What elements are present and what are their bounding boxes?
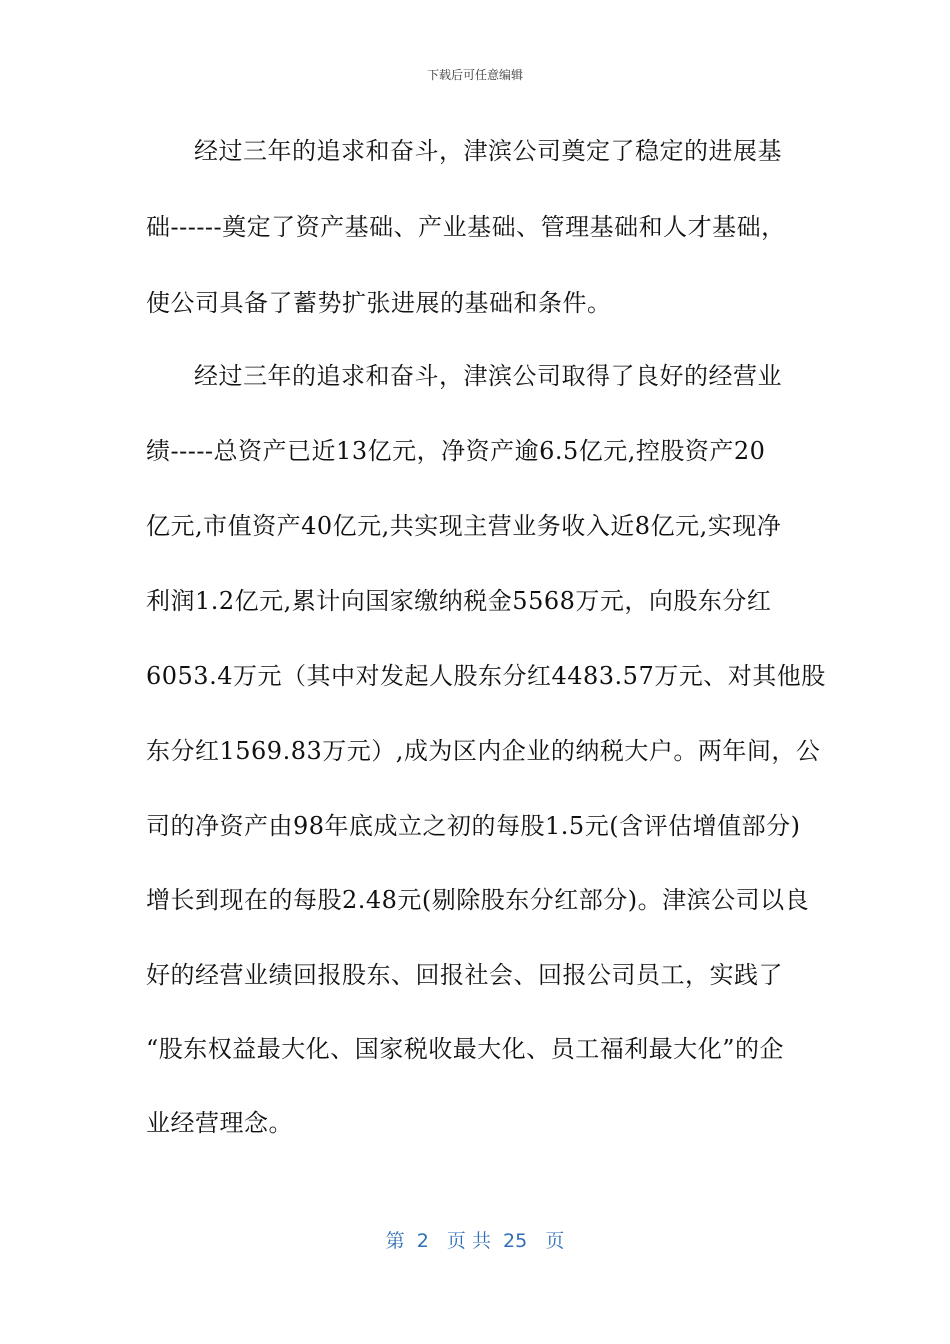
paragraph-line: 经过三年的追求和奋斗，津滨公司奠定了稳定的进展基	[194, 137, 782, 165]
header-note: 下载后可任意编辑	[426, 68, 523, 82]
paragraph-line: 东分红1569.83万元）,成为区内企业的纳税大户。两年间，公	[146, 737, 821, 765]
paragraph-line: 绩-----总资产已近13亿元，净资产逾6.5亿元,控股资产20	[146, 437, 766, 465]
paragraph-line: “股东权益最大化、国家税收最大化、员工福利最大化”的企	[146, 1035, 785, 1063]
paragraph-line: 亿元,市值资产40亿元,共实现主营业务收入近8亿元,实现净	[146, 512, 782, 540]
page-number-footer: 第 2 页 共 25 页	[385, 1230, 565, 1252]
paragraph-line: 础------奠定了资产基础、产业基础、管理基础和人才基础，	[146, 213, 786, 241]
paragraph-line: 好的经营业绩回报股东、回报社会、回报公司员工，实践了	[146, 961, 783, 989]
paragraph-line: 增长到现在的每股2.48元(剔除股东分红部分)。津滨公司以良	[146, 886, 810, 914]
paragraph-line: 利润1.2亿元,累计向国家缴纳税金5568万元，向股东分红	[146, 587, 772, 615]
paragraph-line: 业经营理念。	[146, 1109, 293, 1137]
paragraph-line: 经过三年的追求和奋斗，津滨公司取得了良好的经营业	[194, 362, 782, 390]
paragraph-line: 使公司具备了蓄势扩张进展的基础和条件。	[146, 289, 612, 317]
paragraph-line: 司的净资产由98年底成立之初的每股1.5元(含评估增值部分)	[146, 812, 801, 840]
paragraph-line: 6053.4万元（其中对发起人股东分红4483.57万元、对其他股	[146, 662, 826, 690]
